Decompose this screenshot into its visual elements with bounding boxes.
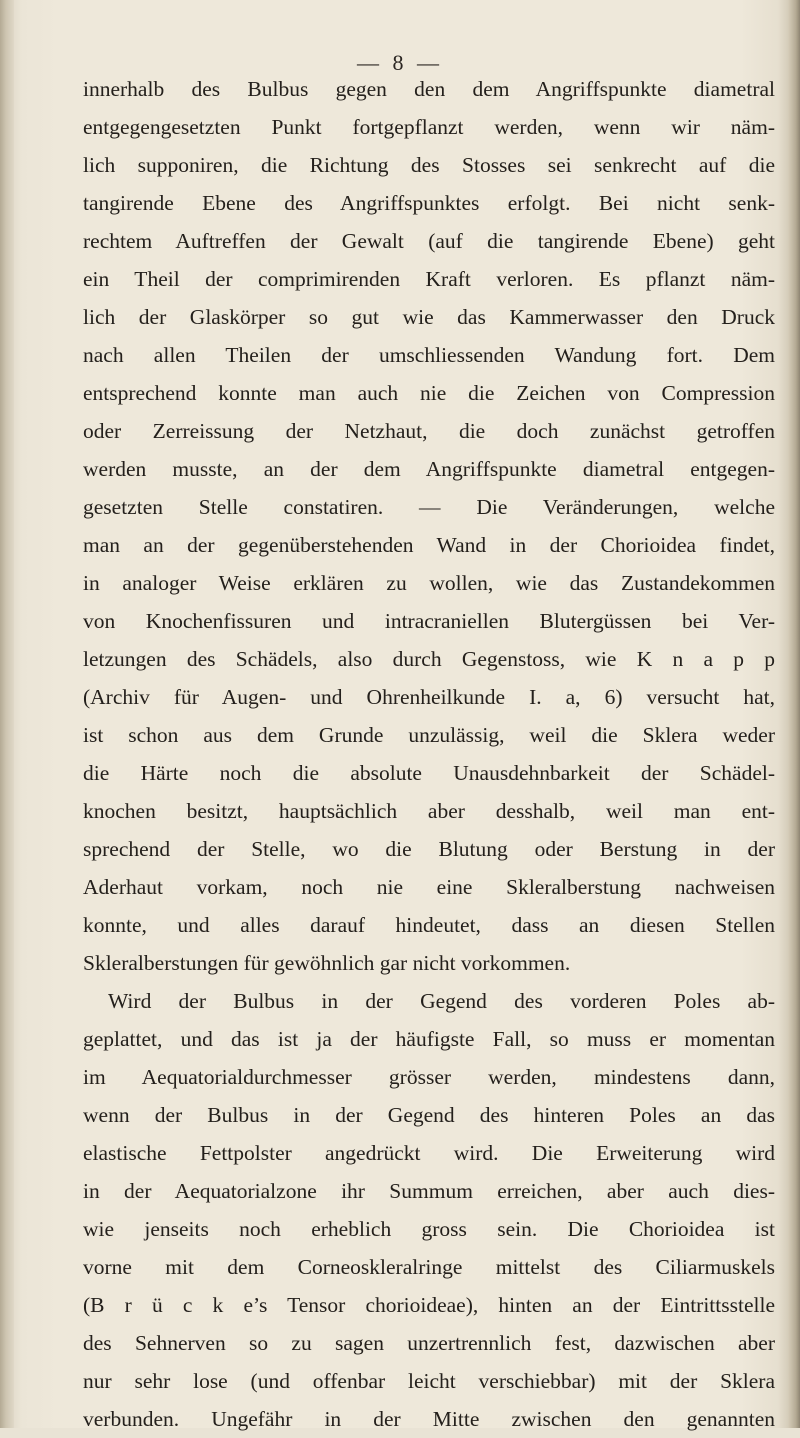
page-edge-shadow <box>788 0 800 1428</box>
text-line: knochen besitzt, hauptsächlich aber desshalb, weil man ent- <box>83 799 775 823</box>
text-line: (B r ü c k e’s Tensor chorioideae), hinten an der Eintrittsstelle <box>83 1293 775 1317</box>
text-line: werden musste, an der dem Angriffspunkte diametral entgegen- <box>83 457 775 481</box>
text-line: die Härte noch die absolute Unausdehnbarkeit der Schädel- <box>83 761 775 785</box>
text-line: konnte, und alles darauf hindeutet, dass an diesen Stellen <box>83 913 775 937</box>
text-line: nur sehr lose (und offenbar leicht verschiebbar) mit der Sklera <box>83 1369 775 1393</box>
text-line: man an der gegenüberstehenden Wand in der Chorioidea findet, <box>83 533 775 557</box>
text-line: in analoger Weise erklären zu wollen, wie das Zustandekommen <box>83 571 775 595</box>
text-line: ist schon aus dem Grunde unzulässig, weil die Sklera weder <box>83 723 775 747</box>
text-line: im Aequatorialdurchmesser grösser werden, mindestens dann, <box>83 1065 775 1089</box>
text-line: oder Zerreissung der Netzhaut, die doch zunächst getroffen <box>83 419 775 443</box>
text-line: rechtem Auftreffen der Gewalt (auf die tangirende Ebene) geht <box>83 229 775 253</box>
page-binding-shadow <box>0 0 14 1428</box>
text-line: entsprechend konnte man auch nie die Zeichen von Compression <box>83 381 775 405</box>
text-line: von Knochenfissuren und intracraniellen Blutergüssen bei Ver- <box>83 609 775 633</box>
body-text <box>83 70 775 1438</box>
text-line: gesetzten Stelle constatiren. — Die Veränderungen, welche <box>83 495 775 519</box>
page-number: — 8 — <box>357 50 443 75</box>
text-line: tangirende Ebene des Angriffspunktes erfolgt. Bei nicht senk- <box>83 191 775 215</box>
text-line: vorne mit dem Corneoskleralringe mittelst des Ciliarmuskels <box>83 1255 775 1279</box>
text-line: Aderhaut vorkam, noch nie eine Skleralberstung nachweisen <box>83 875 775 899</box>
text-line: Wird der Bulbus in der Gegend des vorderen Poles ab- <box>108 989 775 1013</box>
text-line: in der Aequatorialzone ihr Summum erreichen, aber auch dies- <box>83 1179 775 1203</box>
text-line: wie jenseits noch erheblich gross sein. Die Chorioidea ist <box>83 1217 775 1241</box>
text-line: elastische Fettpolster angedrückt wird. Die Erweiterung wird <box>83 1141 775 1165</box>
text-line: nach allen Theilen der umschliessenden Wandung fort. Dem <box>83 343 775 367</box>
text-line: lich der Glaskörper so gut wie das Kammerwasser den Druck <box>83 305 775 329</box>
text-line: des Sehnerven so zu sagen unzertrennlich fest, dazwischen aber <box>83 1331 775 1355</box>
text-line: innerhalb des Bulbus gegen den dem Angriffspunkte diametral <box>83 77 775 101</box>
text-line: lich supponiren, die Richtung des Stosses sei senkrecht auf die <box>83 153 775 177</box>
text-line: letzungen des Schädels, also durch Gegenstoss, wie K n a p p <box>83 647 775 671</box>
text-line: ein Theil der comprimirenden Kraft verloren. Es pflanzt näm- <box>83 267 775 291</box>
text-line: Skleralberstungen für gewöhnlich gar nicht vorkommen. <box>83 951 571 975</box>
text-line: geplattet, und das ist ja der häufigste Fall, so muss er momentan <box>83 1027 775 1051</box>
text-line: verbunden. Ungefähr in der Mitte zwischen den genannten <box>83 1407 775 1431</box>
text-line: entgegengesetzten Punkt fortgepflanzt werden, wenn wir näm- <box>83 115 775 139</box>
text-line: (Archiv für Augen- und Ohrenheilkunde I. a, 6) versucht hat, <box>83 685 775 709</box>
text-line: wenn der Bulbus in der Gegend des hinteren Poles an das <box>83 1103 775 1127</box>
text-line: sprechend der Stelle, wo die Blutung oder Berstung in der <box>83 837 775 861</box>
